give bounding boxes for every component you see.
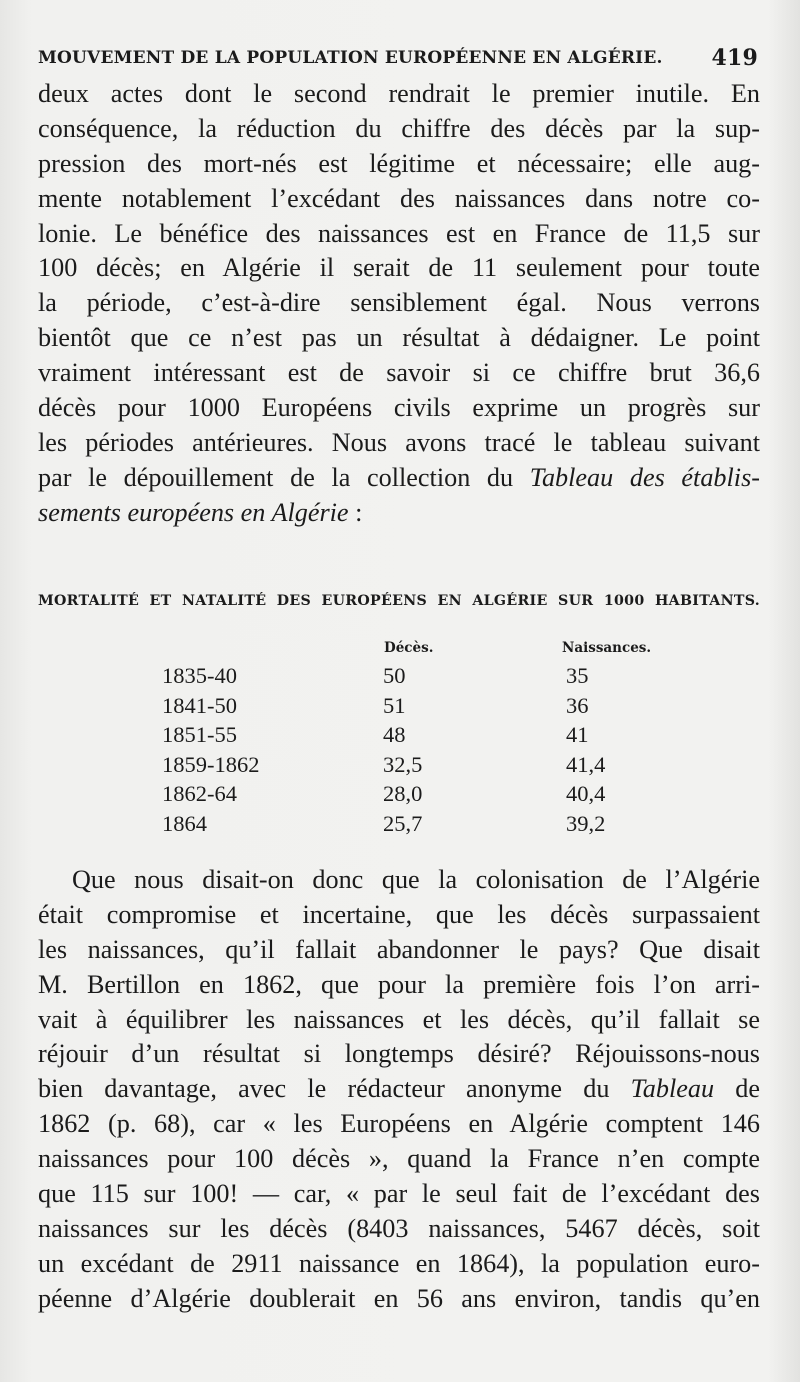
period-cell: 1859-1862 bbox=[162, 751, 260, 777]
text-line: bientôt que ce n’est pas un résultat à dédaigner. Le point bbox=[38, 323, 760, 353]
deaths-cell: 48 bbox=[383, 722, 406, 747]
paragraph-intro bbox=[38, 77, 760, 531]
text-line bbox=[38, 461, 760, 496]
text-line bbox=[38, 496, 760, 531]
text-line: Que nous disait-on donc que la colonisation de l’Algérie bbox=[72, 865, 760, 894]
text-segment: : bbox=[348, 497, 363, 527]
period-cell: 1841-50 bbox=[162, 692, 237, 718]
table-row bbox=[0, 779, 800, 809]
text-line: les périodes antérieures. Nous avons tracé le tableau suivant bbox=[38, 427, 760, 457]
text-segment: bien davantage, avec le rédacteur anonyme du bbox=[38, 1074, 631, 1104]
table-row bbox=[0, 661, 800, 691]
table-row bbox=[0, 809, 800, 839]
page-number: 419 bbox=[711, 45, 758, 71]
deaths-cell: 50 bbox=[383, 663, 406, 688]
mortality-natality-table bbox=[0, 661, 800, 838]
text-line: M. Bertillon en 1862, que pour la première fois l’on arri- bbox=[38, 969, 760, 999]
text-line: mente notablement l’excédant des naissances dans notre co- bbox=[38, 183, 760, 213]
italic-title: sements européens en Algérie bbox=[38, 497, 349, 527]
table-row bbox=[0, 691, 800, 721]
text-line: était compromise et incertaine, que les décès surpassaient bbox=[38, 899, 760, 929]
text-line: 1862 (p. 68), car « les Européens en Algérie comptent 146 bbox=[38, 1109, 760, 1139]
text-line: que 115 sur 100! — car, « par le seul fait de l’excédant des bbox=[38, 1179, 760, 1209]
table-row bbox=[0, 720, 800, 750]
paragraph-conclusion bbox=[38, 863, 760, 1317]
period-cell: 1851-55 bbox=[162, 722, 237, 747]
text-line: pression des mort-nés est légitime et nécessaire; elle aug- bbox=[38, 148, 760, 178]
text-line: un excédant de 2911 naissance en 1864), la population euro- bbox=[38, 1248, 760, 1278]
deaths-cell: 32,5 bbox=[383, 751, 423, 777]
column-header-births: Naissances. bbox=[562, 640, 652, 656]
text-line: péenne d’Algérie doublerait en 56 ans environ, tandis qu’en bbox=[38, 1283, 760, 1313]
births-cell: 39,2 bbox=[566, 810, 606, 836]
text-line: réjouir d’un résultat si longtemps désiré? Réjouissons-nous bbox=[38, 1039, 760, 1069]
text-line: la période, c’est-à-dire sensiblement égal. Nous verrons bbox=[38, 288, 760, 318]
text-line: naissances sur les décès (8403 naissances, 5467 décès, soit bbox=[38, 1213, 760, 1243]
deaths-cell: 51 bbox=[383, 692, 406, 718]
deaths-cell: 25,7 bbox=[383, 810, 423, 836]
births-cell: 41,4 bbox=[566, 751, 606, 777]
text-segment: par le dépouillement de la collection du bbox=[38, 462, 530, 492]
table-row bbox=[0, 750, 800, 780]
period-cell: 1835-40 bbox=[162, 663, 237, 688]
births-cell: 35 bbox=[566, 663, 589, 688]
text-line: vraiment intéressant est de savoir si ce chiffre brut 36,6 bbox=[38, 358, 760, 388]
births-cell: 36 bbox=[566, 692, 589, 718]
text-line: deux actes dont le second rendrait le premier inutile. En bbox=[38, 79, 760, 108]
births-cell: 40,4 bbox=[566, 781, 606, 806]
running-title: MOUVEMENT DE LA POPULATION EUROPÉENNE EN ALGÉRIE. bbox=[38, 48, 663, 68]
text-line: 100 décès; en Algérie il serait de 11 seulement pour toute bbox=[38, 253, 760, 283]
deaths-cell: 28,0 bbox=[383, 781, 423, 806]
period-cell: 1864 bbox=[162, 810, 207, 836]
text-line: lonie. Le bénéfice des naissances est en France de 11,5 sur bbox=[38, 218, 760, 248]
text-line: vait à équilibrer les naissances et les décès, qu’il fallait se bbox=[38, 1004, 760, 1034]
italic-title: Tableau bbox=[630, 1074, 715, 1104]
italic-title: Tableau des établis- bbox=[529, 462, 760, 492]
text-segment: de bbox=[714, 1074, 760, 1104]
text-line: conséquence, la réduction du chiffre des décès par la sup- bbox=[38, 113, 760, 143]
table-title: MORTALITÉ ET NATALITÉ DES EUROPÉENS EN ALGÉRIE SUR 1000 HABITANTS. bbox=[38, 593, 760, 609]
births-cell: 41 bbox=[566, 722, 589, 747]
text-line: décès pour 1000 Européens civils exprime un progrès sur bbox=[38, 393, 760, 423]
page-header bbox=[38, 40, 760, 76]
column-header-deaths: Décès. bbox=[384, 640, 434, 656]
text-line: naissances pour 100 décès », quand la France n’en compte bbox=[38, 1144, 760, 1174]
period-cell: 1862-64 bbox=[162, 781, 237, 806]
text-line: les naissances, qu’il fallait abandonner le pays? Que disait bbox=[38, 934, 760, 964]
text-line bbox=[38, 1072, 760, 1107]
